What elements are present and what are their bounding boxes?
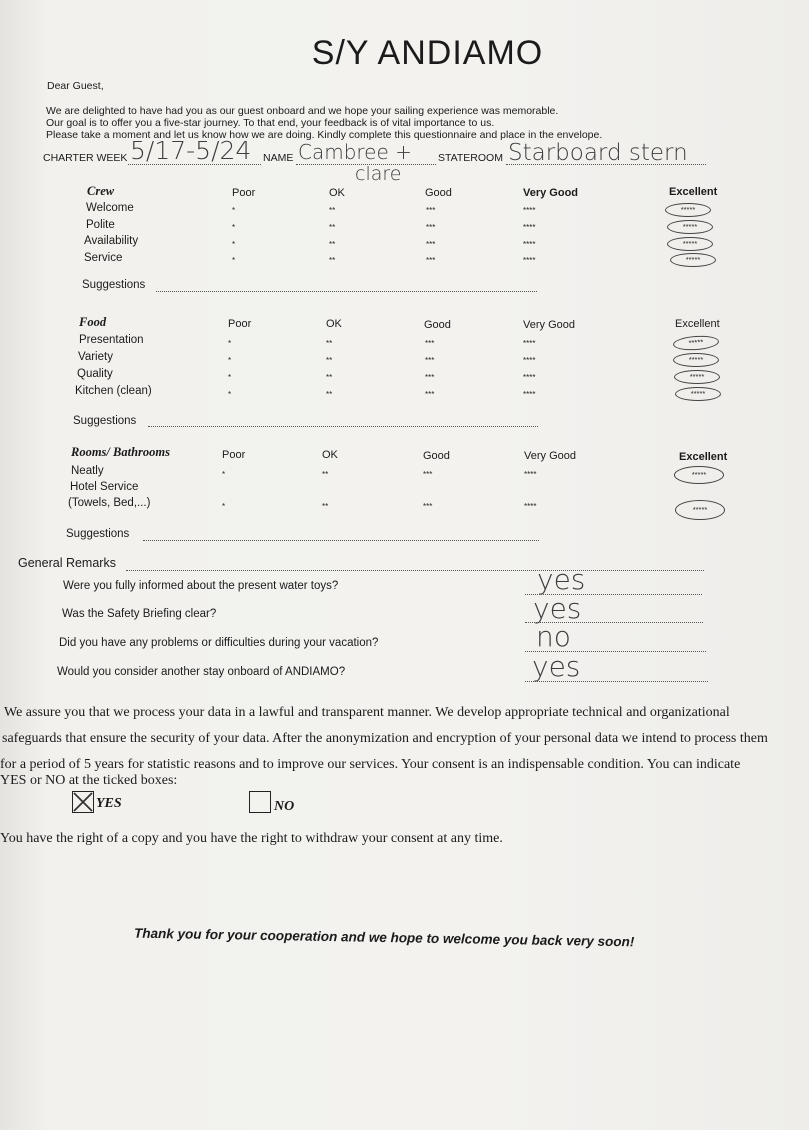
col-excellent: Excellent: [669, 186, 718, 198]
col-poor: Poor: [228, 318, 252, 330]
suggestions-field[interactable]: [148, 426, 538, 427]
col-good: Good: [424, 319, 451, 331]
star-option[interactable]: **: [322, 470, 329, 479]
star-option[interactable]: **: [329, 223, 336, 232]
suggestions-field[interactable]: [143, 540, 539, 541]
selected-excellent[interactable]: *****: [667, 220, 713, 234]
question-text: Were you fully informed about the present water toys?: [63, 580, 339, 592]
yes-checkbox[interactable]: [72, 791, 94, 813]
thank-you-text: Thank you for your cooperation and we hope to welcome you back very soon!: [133, 925, 635, 950]
selected-excellent[interactable]: *****: [674, 370, 720, 384]
answer-handwritten[interactable]: yes: [533, 592, 582, 625]
star-option[interactable]: ****: [523, 240, 536, 249]
star-option[interactable]: ****: [524, 502, 537, 511]
general-remarks-field[interactable]: [126, 570, 704, 571]
privacy-line-3: for a period of 5 years for statistic reasons and to improve our services. Your consent is an indispensable condition. You can indicate: [0, 757, 741, 772]
star-option[interactable]: *: [222, 470, 226, 479]
selected-excellent[interactable]: *****: [670, 253, 716, 267]
star-option[interactable]: **: [326, 356, 333, 365]
col-excellent: Excellent: [679, 451, 728, 463]
col-poor: Poor: [222, 449, 246, 461]
star-option[interactable]: ***: [426, 240, 436, 249]
star-option[interactable]: **: [326, 373, 333, 382]
privacy-line-4: YES or NO at the ticked boxes:: [0, 773, 178, 788]
check-mark-icon: [73, 792, 93, 812]
star-option[interactable]: **: [329, 240, 336, 249]
star-option[interactable]: *: [228, 390, 232, 399]
privacy-line-2: safeguards that ensure the security of your data. After the anonymization and encryption of your personal data we intend to process them: [2, 731, 768, 746]
selected-excellent[interactable]: *****: [673, 353, 719, 367]
selected-excellent[interactable]: *****: [675, 387, 721, 401]
col-poor: Poor: [232, 187, 256, 199]
star-option[interactable]: **: [329, 206, 336, 215]
star-option[interactable]: *: [232, 223, 236, 232]
suggestions-field[interactable]: [156, 291, 537, 292]
row-label: Service: [84, 252, 123, 264]
answer-handwritten[interactable]: yes: [537, 563, 586, 596]
intro-line-2: Our goal is to offer you a five-star journey. To that end, your feedback is of vital importance to us.: [46, 117, 495, 129]
col-ok: OK: [329, 187, 345, 199]
name-label: NAME: [263, 152, 294, 164]
row-label: Kitchen (clean): [75, 385, 152, 397]
star-option[interactable]: ***: [425, 373, 435, 382]
stateroom-value[interactable]: Starboard stern: [508, 140, 688, 166]
row-label: Presentation: [79, 334, 144, 346]
col-very-good: Very Good: [523, 187, 579, 199]
no-checkbox[interactable]: [249, 791, 271, 813]
star-option[interactable]: **: [326, 339, 333, 348]
star-option[interactable]: *: [228, 339, 232, 348]
charter-week-label: CHARTER WEEK: [43, 152, 128, 164]
suggestions-label: Suggestions: [73, 415, 137, 427]
star-option[interactable]: ***: [423, 470, 433, 479]
section-heading-food: Food: [79, 315, 107, 329]
star-option[interactable]: *: [222, 502, 226, 511]
question-text: Would you consider another stay onboard of ANDIAMO?: [57, 666, 346, 678]
star-option[interactable]: *: [232, 240, 236, 249]
star-option[interactable]: ***: [423, 502, 433, 511]
col-ok: OK: [326, 318, 342, 330]
star-option[interactable]: *: [228, 356, 232, 365]
general-remarks-label: General Remarks: [18, 556, 116, 570]
selected-excellent[interactable]: *****: [665, 203, 711, 217]
star-option[interactable]: ****: [523, 223, 536, 232]
col-ok: OK: [322, 449, 338, 461]
selected-excellent[interactable]: *****: [674, 466, 724, 484]
star-option[interactable]: **: [326, 390, 333, 399]
row-label: Polite: [86, 219, 115, 231]
star-option[interactable]: ***: [426, 256, 436, 265]
star-option[interactable]: ***: [426, 223, 436, 232]
selected-excellent[interactable]: *****: [673, 334, 720, 351]
row-label: Hotel Service: [70, 481, 139, 493]
col-good: Good: [423, 450, 450, 462]
section-heading-crew: Crew: [87, 184, 115, 198]
yes-label: YES: [96, 796, 122, 811]
star-option[interactable]: *: [228, 373, 232, 382]
star-option[interactable]: ****: [523, 356, 536, 365]
question-text: Was the Safety Briefing clear?: [62, 608, 217, 620]
suggestions-label: Suggestions: [66, 528, 130, 540]
rights-text: You have the right of a copy and you have the right to withdraw your consent at any time.: [0, 831, 503, 846]
answer-handwritten[interactable]: no: [536, 620, 571, 653]
star-option[interactable]: **: [329, 256, 336, 265]
row-label: (Towels, Bed,...): [68, 497, 151, 509]
row-label: Neatly: [71, 465, 104, 477]
star-option[interactable]: ***: [425, 390, 435, 399]
col-excellent: Excellent: [675, 318, 720, 330]
col-good: Good: [425, 187, 452, 199]
charter-week-value[interactable]: 5/17-5/24: [130, 136, 252, 165]
row-label: Variety: [78, 351, 113, 363]
greeting: Dear Guest,: [47, 80, 104, 92]
star-option[interactable]: ****: [524, 470, 537, 479]
privacy-line-1: We assure you that we process your data in a lawful and transparent manner. We develop appropriate technical and organizational: [4, 705, 730, 720]
page-title: S/Y ANDIAMO: [311, 34, 544, 72]
name-value-line-2[interactable]: clare: [355, 163, 402, 185]
selected-excellent[interactable]: *****: [667, 237, 713, 251]
star-option[interactable]: ****: [523, 256, 536, 265]
row-label: Welcome: [86, 202, 134, 214]
question-text: Did you have any problems or difficulties during your vacation?: [59, 637, 379, 649]
intro-line-3: Please take a moment and let us know how we are doing. Kindly complete this questionnaire and place in the envelope.: [46, 129, 603, 141]
row-label: Quality: [77, 368, 113, 380]
star-option[interactable]: ****: [523, 373, 536, 382]
star-option[interactable]: ***: [425, 356, 435, 365]
row-label: Availability: [84, 235, 139, 247]
star-option[interactable]: ****: [523, 390, 536, 399]
name-value-line-1[interactable]: Cambree +: [298, 140, 412, 164]
star-option[interactable]: *: [232, 206, 236, 215]
star-option[interactable]: ***: [426, 206, 436, 215]
section-heading-rooms: Rooms/ Bathrooms: [71, 445, 170, 459]
stateroom-label: STATEROOM: [438, 152, 503, 164]
col-very-good: Very Good: [523, 319, 575, 331]
intro-line-1: We are delighted to have had you as our guest onboard and we hope your sailing experience was memorable.: [46, 105, 559, 117]
star-option[interactable]: ****: [523, 206, 536, 215]
suggestions-label: Suggestions: [82, 279, 146, 291]
selected-excellent[interactable]: *****: [675, 500, 725, 520]
star-option[interactable]: *: [232, 256, 236, 265]
star-option[interactable]: ***: [425, 339, 435, 348]
answer-handwritten[interactable]: yes: [532, 650, 581, 683]
no-label: NO: [274, 799, 295, 814]
star-option[interactable]: ****: [523, 339, 536, 348]
star-option[interactable]: **: [322, 502, 329, 511]
col-very-good: Very Good: [524, 450, 576, 462]
